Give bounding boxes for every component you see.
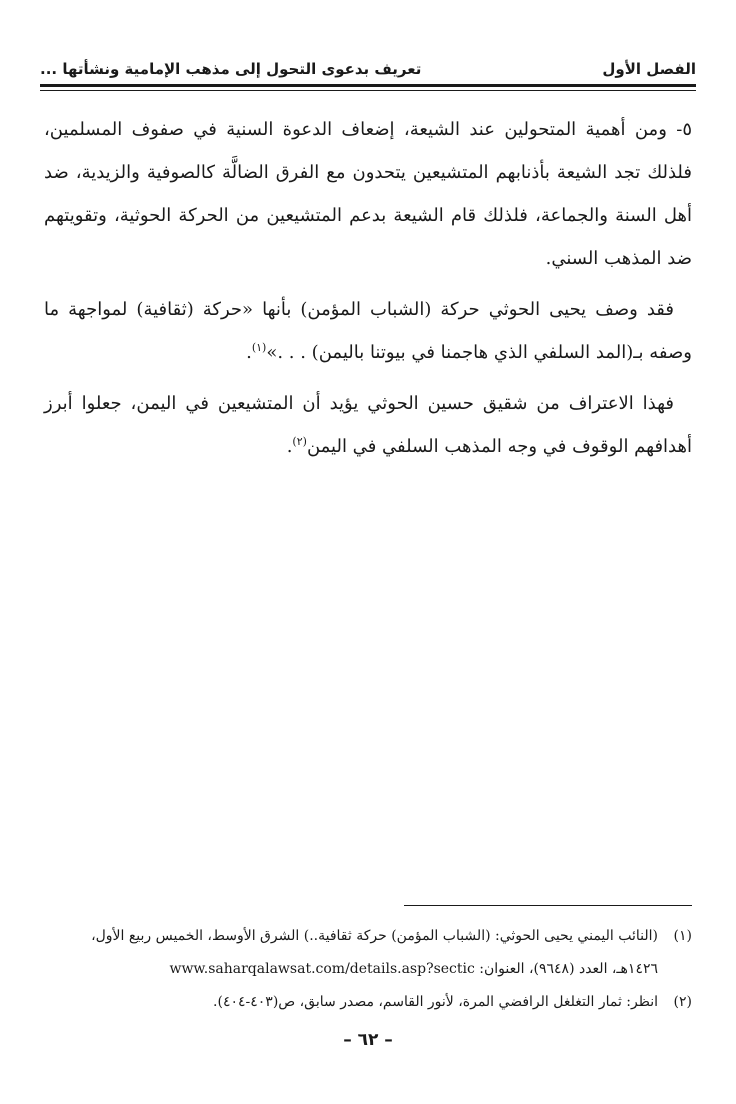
footnote-separator [404,905,692,906]
footnotes [44,920,692,1019]
page-number: – ٦٢ – [343,1030,393,1050]
header-rule-thin [40,90,696,91]
paragraph-1 [44,108,692,280]
chapter-title: الفصل الأول [602,60,696,78]
paragraph-3-text: فهذا الاعتراف من شقيق حسين الحوثي يؤيد أن المتشيعين في اليمن، جعلوا أبرز أهدافهم الوقوف في وجه المذهب السلفي في اليمن [44,393,692,457]
paragraph-2-text: فقد وصف يحيى الحوثي حركة (الشباب المؤمن) بأنها «حركة (ثقافية) لمواجهة ما وصفه بـ(المد السلفي الذي هاجمنا في بيوتنا باليمن) . . .» [44,299,692,363]
running-title: تعريف بدعوى التحول إلى مذهب الإمامية ونشأتها ... [40,60,422,78]
header-rule-thick [40,84,696,87]
footnote-ref-1[interactable]: (١) [251,341,267,354]
paragraph-2 [44,288,692,374]
paragraph-3 [44,382,692,468]
footnote-1 [44,920,692,986]
paragraph-3-end: . [286,436,293,457]
footnote-2 [44,986,692,1019]
footnote-ref-2[interactable]: (٢) [292,435,307,448]
footnote-1-text: (النائب اليمني يحيى الحوثي: (الشباب المؤمن) حركة ثقافية..) الشرق الأوسط، الخميس ربيع الأول، ١٤٢٦هـ، العدد (٩٦٤٨)، العنوان: [91,928,658,977]
footnote-1-url[interactable]: www.saharqalawsat.com/details.asp?sectic [169,961,475,977]
footnote-1-number: (١) [673,928,692,944]
footnote-2-number: (٢) [673,994,692,1010]
footnote-2-text: انظر: ثمار التغلغل الرافضي المرة، لأنور القاسم، مصدر سابق، ص(٤٠٣-٤٠٤). [213,994,658,1010]
paragraph-1-text: ٥- ومن أهمية المتحولين عند الشيعة، إضعاف الدعوة السنية في صفوف المسلمين، فلذلك تجد الشيعة بأذنابهم المتشيعين يتحدون مع الفرق الضالَّة كالصوفية والزيدية، ضد أهل السنة والجماعة، فلذلك قام الشيعة بدعم المتشيعين من الحركة الحوثية، وتقويتهم ضد المذهب السني. [44,119,692,269]
main-text [44,108,692,476]
paragraph-2-end: . [246,342,252,363]
running-header [40,56,696,86]
